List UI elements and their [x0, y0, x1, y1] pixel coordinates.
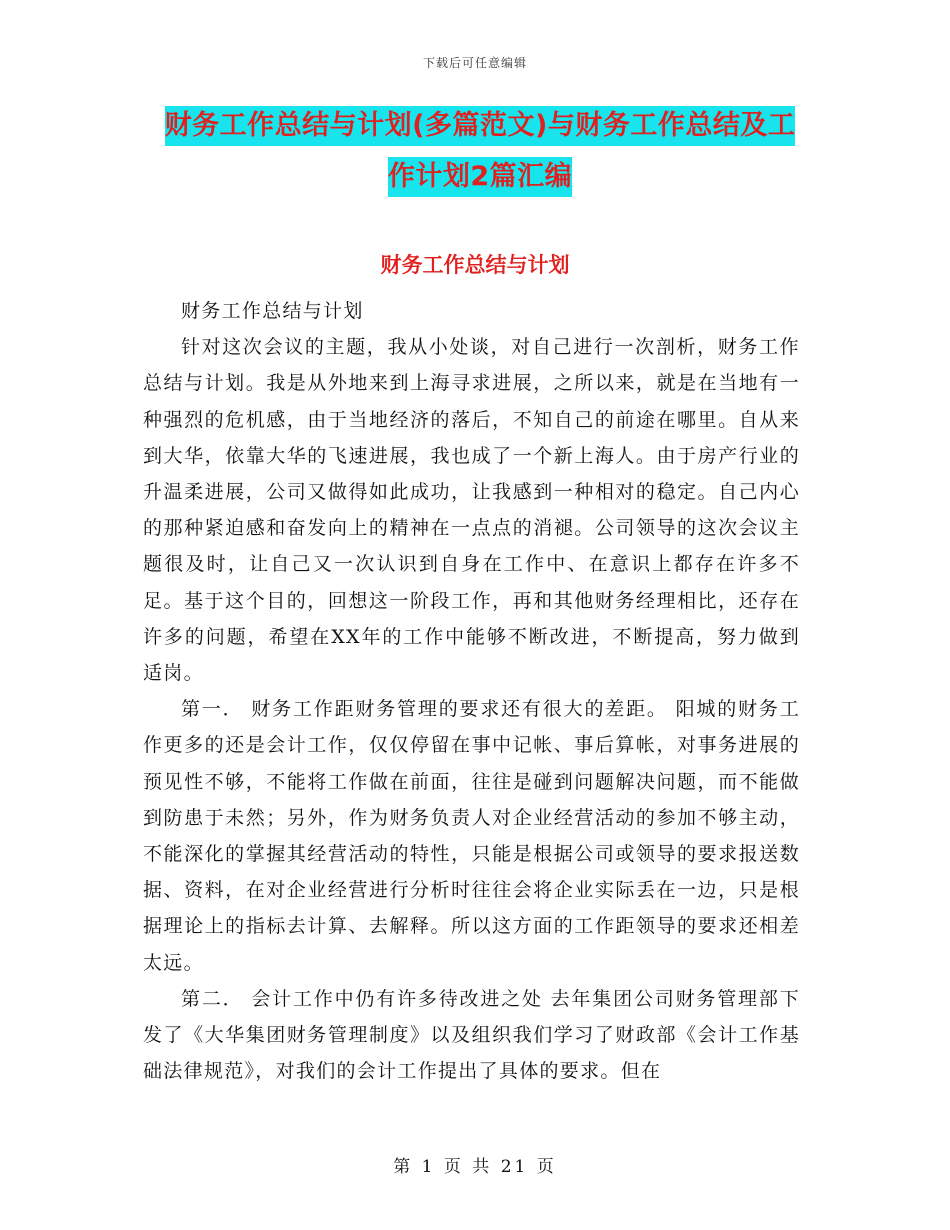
paragraph-intro: 针对这次会议的主题，我从小处谈，对自己进行一次剖析，财务工作总结与计划。我是从外地来到上海寻求进展，之所以来，就是在当地有一种强烈的危机感，由于当地经济的落后，不知自己的前途在哪里。自从来到大华，依靠大华的飞速进展，我也成了一个新上海人。由于房产行业的升温柔进展，公司又做得如此成功，让我感到一种相对的稳定。自己内心的那种紧迫感和奋发向上的精神在一点点的消褪。公司领导的这次会议主题很及时，让自己又一次认识到自身在工作中、在意识上都存在许多不足。基于这个目的，回想这一阶段工作，再和其他财务经理相比，还存在许多的问题，希望在XX年的工作中能够不断改进，不断提高，努力做到适岗。 [143, 336, 800, 685]
document-title [140, 106, 820, 208]
body-text [143, 293, 800, 1089]
title-line-1: 财务工作总结与计划(多篇范文)与财务工作总结及工 [165, 106, 796, 146]
paragraph-subheading: 财务工作总结与计划 [181, 300, 364, 322]
section-title: 财务工作总结与计划 [380, 253, 570, 277]
paragraph-point-2: 第二． 会计工作中仍有许多待改进之处 去年集团公司财务管理部下发了《大华集团财务管理制度》以及组织我们学习了财政部《会计工作基础法律规范》，对我们的会计工作提出了具体的要求。但在 [143, 987, 800, 1083]
paragraph-point-1: 第一． 财务工作距财务管理的要求还有很大的差距。 阳城的财务工作更多的还是会计工作，仅仅停留在事中记帐、事后算帐，对事务进展的预见性不够，不能将工作做在前面，往往是碰到问题解决问题，而不能做到防患于未然；另外，作为财务负责人对企业经营活动的参加不够主动，不能深化的掌握其经营活动的特性，只能是根据公司或领导的要求报送数据、资料，在对企业经营进行分析时往往会将企业实际丢在一边，只是根据理论上的指标去计算、去解释。所以这方面的工作距领导的要求还相差太远。 [143, 698, 800, 974]
page-footer: 第 1 页 共 21 页 [393, 1157, 557, 1177]
header-note: 下载后可任意编辑 [422, 56, 527, 70]
title-line-2: 作计划2篇汇编 [388, 157, 572, 197]
